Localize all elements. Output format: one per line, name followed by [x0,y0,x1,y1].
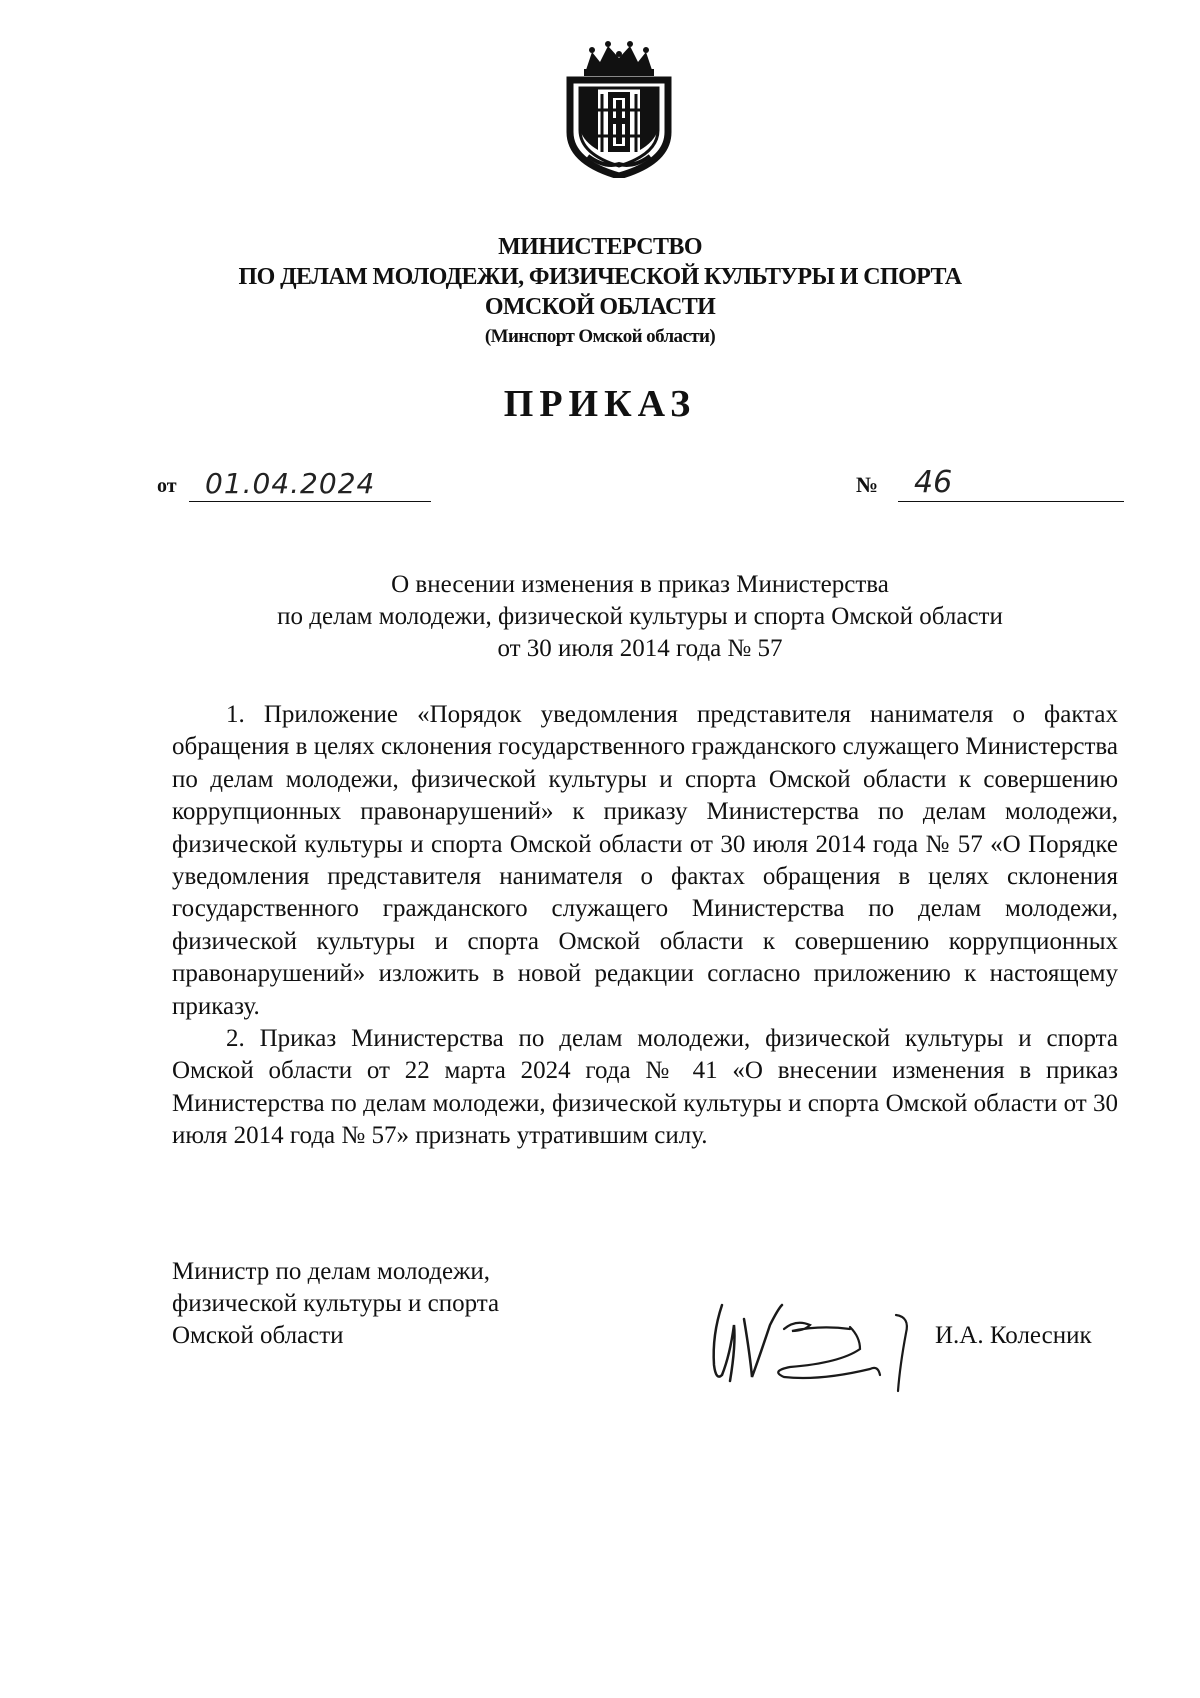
date-value-handwritten: 01.04.2024 [205,467,376,500]
signer-title-line3: Омской области [172,1322,344,1349]
ministry-header-line1: МИНИСТЕРСТВО [498,234,702,260]
signer-title [172,1256,499,1352]
ministry-header [100,232,1100,352]
date-prefix: от [157,475,177,497]
document-type-title: ПРИКАЗ [503,383,697,425]
coat-of-arms-icon [564,40,674,178]
ministry-header-line3: ОМСКОЙ ОБЛАСТИ [484,294,716,320]
order-number-field [856,458,1126,502]
handwritten-signature-icon [700,1285,930,1395]
number-underline [898,501,1124,502]
body-paragraph-1: 1. Приложение «Порядок уведомления представителя нанимателя о фактах обращения в целях склонения государственного гражданского служащего Министерства по делам молодежи, физической культуры и спорта Омской области к совершению коррупционных правонарушений» к приказу Министерства по делам молодежи, физической культуры и спорта Омской области от 30 июля 2014 года № 57 «О Порядке уведомления представителя нанимателя о фактах обращения в целях склонения государственного гражданского служащего Министерства по делам молодежи, физической культуры и спорта Омской области к совершению коррупционных правонарушений» изложить в новой редакции согласно приложению к настоящему приказу. [172,701,1118,1020]
order-date-field [157,458,437,502]
order-subject [170,569,1110,665]
number-value-handwritten: 46 [914,465,953,500]
number-prefix: № [856,472,879,497]
ministry-header-line2: ПО ДЕЛАМ МОЛОДЕЖИ, ФИЗИЧЕСКОЙ КУЛЬТУРЫ И СПОРТА [238,264,962,290]
body-paragraph-2: 2. Приказ Министерства по делам молодежи, физической культуры и спорта Омской области от 22 марта 2024 года № 41 «О внесении изменения в приказ Министерства по делам молодежи, физической культуры и спорта Омской области от 30 июля 2014 года № 57» признать утратившим силу. [172,1025,1118,1150]
order-body [172,699,1118,1153]
subject-line3: от 30 июля 2014 года № 57 [497,635,783,662]
signer-title-line2: физической культуры и спорта [172,1290,500,1317]
signer-name: И.А. Колесник [935,1322,1092,1349]
ministry-short-name: (Минспорт Омской области) [484,326,716,347]
subject-line1: О внесении изменения в приказ Министерства [391,571,889,598]
signer-title-line1: Министр по делам молодежи, [172,1258,490,1285]
date-underline [189,501,431,502]
subject-line2: по делам молодежи, физической культуры и спорта Омской области [277,603,1003,630]
